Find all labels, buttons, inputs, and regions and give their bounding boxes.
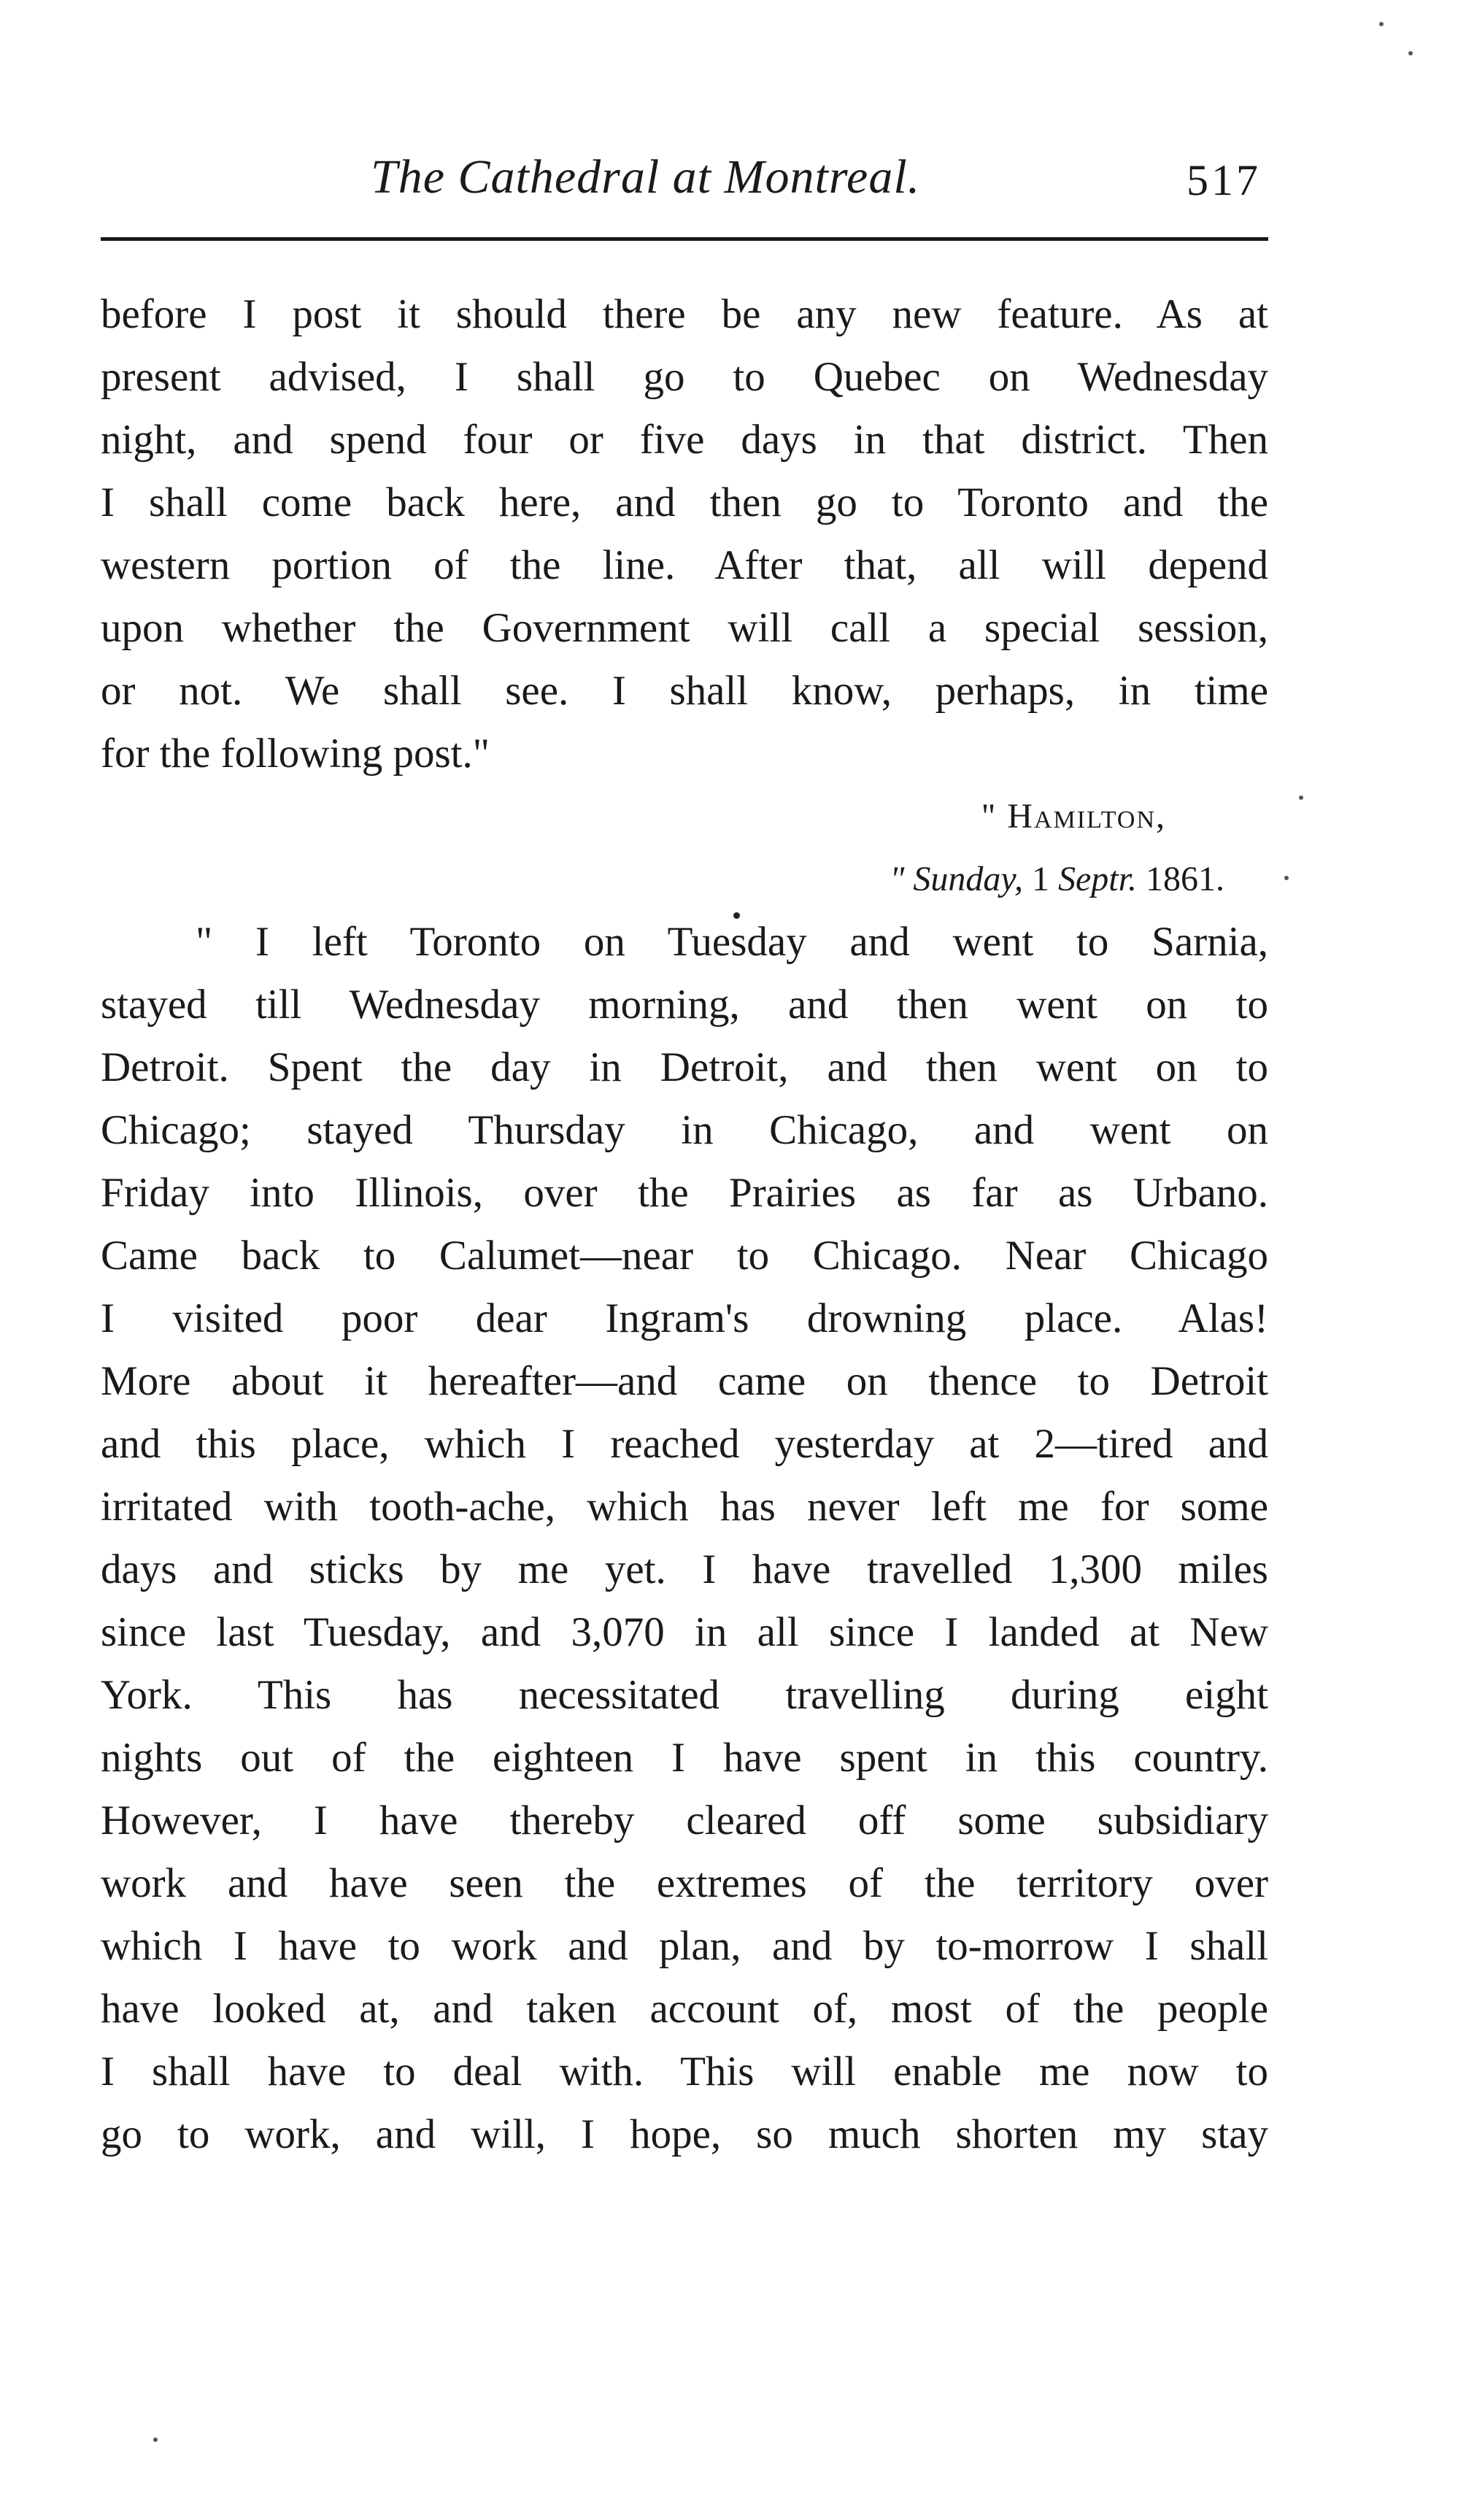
text-line: go to work, and will, I hope, so much shorten my stay xyxy=(101,2111,1268,2157)
dateline-date-number: 1 xyxy=(1023,860,1058,898)
paragraph-letter xyxy=(101,911,1268,2166)
text-line: work and have seen the extremes of the territory over xyxy=(101,1860,1268,1906)
text-line: Friday into Illinois, over the Prairies as far as Urbano. xyxy=(101,1170,1268,1216)
text-line: since last Tuesday, and 3,070 in all since I landed at New xyxy=(101,1609,1268,1655)
header-rule xyxy=(101,237,1268,241)
dateline-day: " Sunday, xyxy=(890,860,1023,898)
text-line: Came back to Calumet—near to Chicago. Near Chicago xyxy=(101,1233,1268,1279)
text-line: night, and spend four or five days in that district. Then xyxy=(101,417,1268,463)
scan-speck xyxy=(1379,22,1384,26)
text-line: More about it hereafter—and came on thence to Detroit xyxy=(101,1358,1268,1404)
text-line: However, I have thereby cleared off some subsidiary xyxy=(101,1797,1268,1843)
running-title: The Cathedral at Montreal. xyxy=(371,150,921,204)
dateline-date xyxy=(101,848,1268,911)
scan-speck xyxy=(1284,876,1289,880)
text-line: I shall have to deal with. This will enable me now to xyxy=(101,2049,1268,2095)
text-line: or not. We shall see. I shall know, perhaps, in time xyxy=(101,668,1268,714)
text-line: which I have to work and plan, and by to-morrow I shall xyxy=(101,1923,1268,1969)
page-number: 517 xyxy=(1187,156,1261,204)
scan-speck xyxy=(733,912,740,919)
text-line: stayed till Wednesday morning, and then went on to xyxy=(101,982,1268,1028)
scan-speck xyxy=(1299,795,1303,800)
text-line: present advised, I shall go to Quebec on Wednesday xyxy=(101,354,1268,400)
text-line: Detroit. Spent the day in Detroit, and then went on to xyxy=(101,1044,1268,1090)
text-line: Chicago; stayed Thursday in Chicago, and went on xyxy=(101,1107,1268,1153)
text-line: for the following post." xyxy=(101,731,490,777)
dateline-place: " Hamilton, xyxy=(981,797,1166,836)
text-line: have looked at, and taken account of, most of the people xyxy=(101,1986,1268,2032)
text-line: western portion of the line. After that, all will depend xyxy=(101,542,1268,588)
text-line: York. This has necessitated travelling during eight xyxy=(101,1672,1268,1718)
dateline-year: 1861. xyxy=(1137,860,1224,898)
text-line: irritated with tooth-ache, which has never left me for some xyxy=(101,1484,1268,1530)
text-line: days and sticks by me yet. I have travelled 1,300 miles xyxy=(101,1546,1268,1592)
paragraph-continued xyxy=(101,283,1268,785)
text-line: I visited poor dear Ingram's drowning place. Alas! xyxy=(101,1295,1268,1341)
text-line: before I post it should there be any new feature. As at xyxy=(101,291,1268,337)
text-line: upon whether the Government will call a special session, xyxy=(101,605,1268,651)
scan-speck xyxy=(1408,51,1413,55)
running-head xyxy=(101,150,1268,215)
dateline-month: Septr. xyxy=(1058,860,1137,898)
text-line: " I left Toronto on Tuesday and went to Sarnia, xyxy=(196,919,1268,965)
scan-speck xyxy=(153,2438,158,2442)
body-text xyxy=(101,283,1268,2166)
text-line: nights out of the eighteen I have spent in this country. xyxy=(101,1735,1268,1781)
text-line: and this place, which I reached yesterday at 2—tired and xyxy=(101,1421,1268,1467)
text-line: I shall come back here, and then go to Toronto and the xyxy=(101,479,1268,525)
